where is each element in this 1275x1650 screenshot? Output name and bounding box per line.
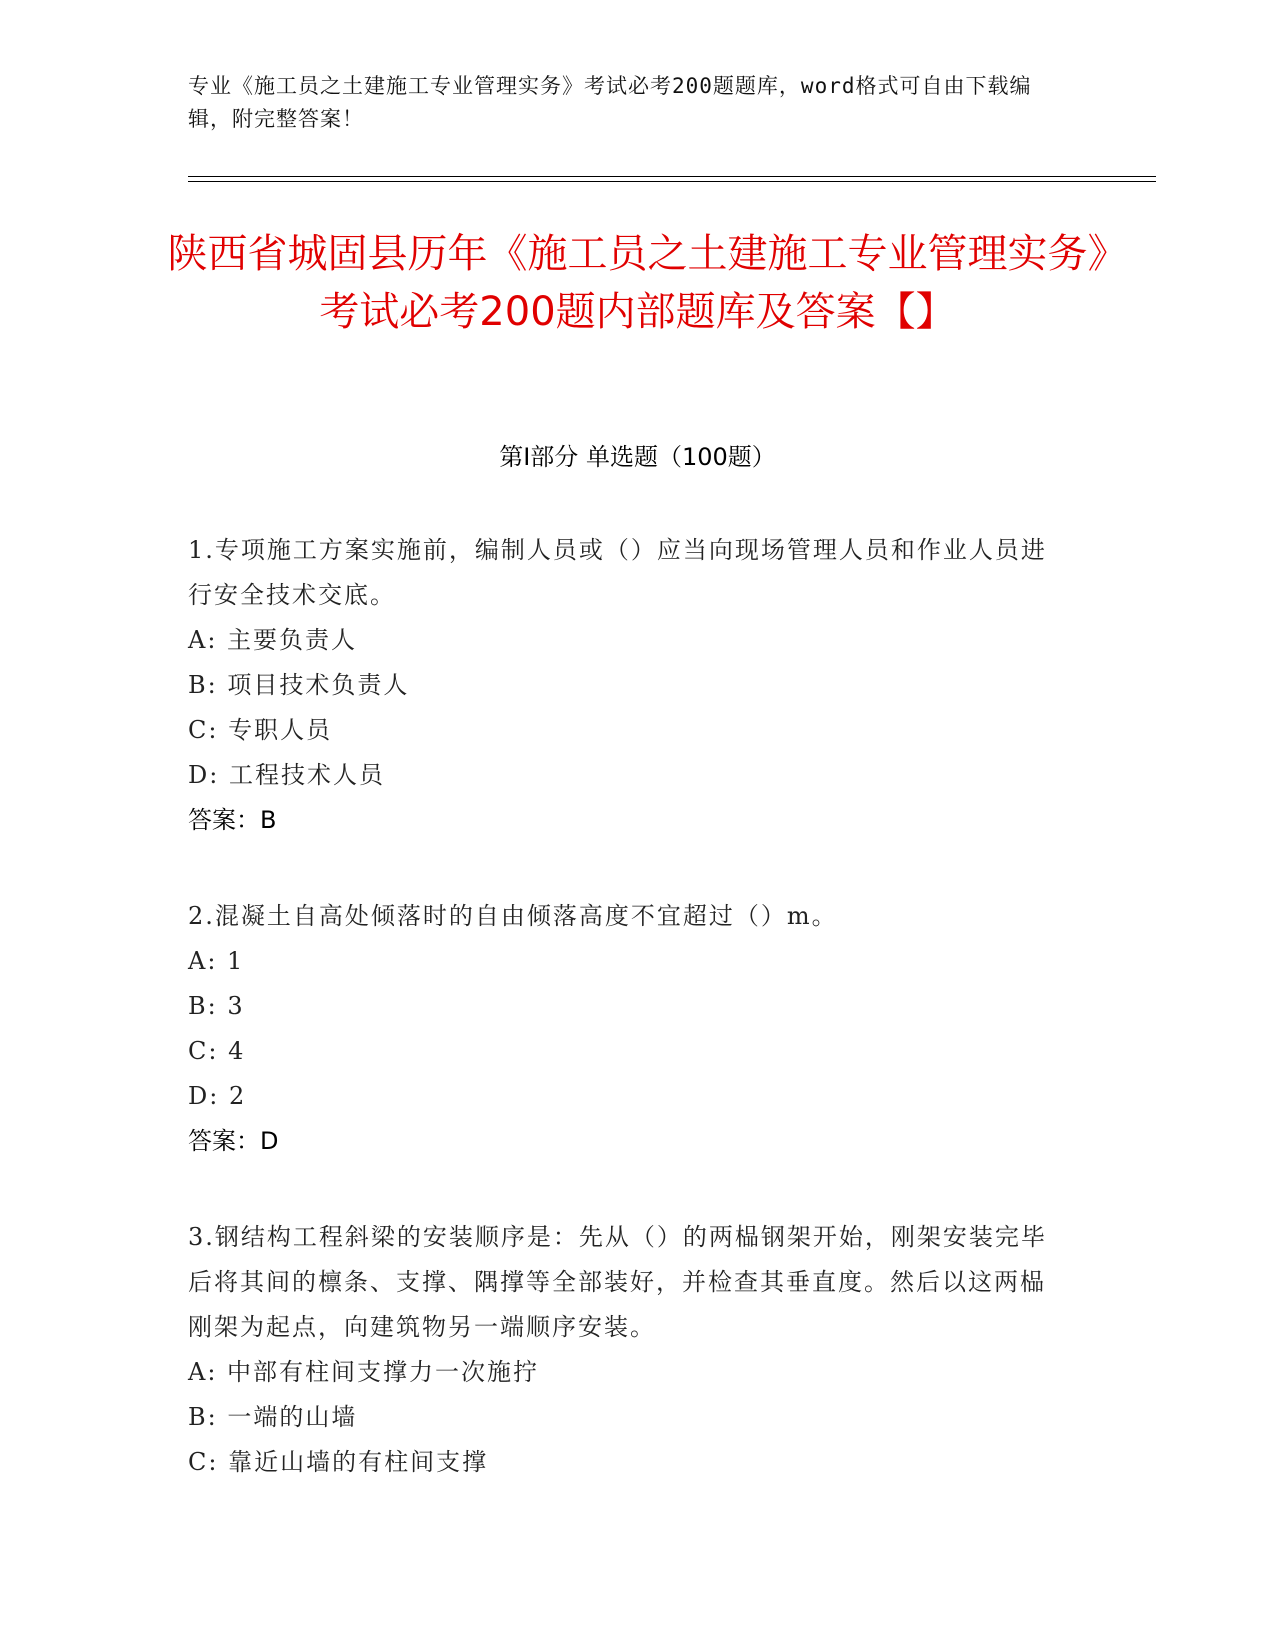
option-c: C: 4 bbox=[188, 1037, 246, 1065]
option-a: A: 1 bbox=[188, 947, 245, 975]
option-a: A: 主要负责人 bbox=[188, 626, 358, 654]
question-stem: 3.钢结构工程斜梁的安装顺序是：先从（）的两榀钢架开始，刚架安装完毕后将其间的檩条、支撑、隅撑等全部装好，并检查其垂直度。然后以这两榀刚架为起点，向建筑物另一端顺序安装。 bbox=[188, 1223, 1047, 1341]
question-3 bbox=[188, 1215, 1068, 1485]
answer-line: 答案：D bbox=[188, 1127, 279, 1155]
section-title: 第I部分 单选题（100题） bbox=[499, 443, 776, 471]
question-list bbox=[188, 528, 1068, 1536]
option-d: D: 2 bbox=[188, 1082, 247, 1110]
option-c: C: 专职人员 bbox=[188, 716, 333, 744]
option-a: A: 中部有柱间支撑力一次施拧 bbox=[188, 1358, 540, 1386]
header-divider-thin bbox=[188, 181, 1156, 182]
document-title: 陕西省城固县历年《施工员之土建施工专业管理实务》考试必考200题内部题库及答案【】 bbox=[167, 231, 1108, 335]
option-c: C: 靠近山墙的有柱间支撑 bbox=[188, 1448, 489, 1476]
option-d: D: 工程技术人员 bbox=[188, 761, 385, 789]
header-divider-thick bbox=[188, 176, 1156, 177]
answer-line: 答案：B bbox=[188, 806, 277, 834]
question-stem: 2.混凝土自高处倾落时的自由倾落高度不宜超过（）m。 bbox=[188, 902, 838, 930]
question-1 bbox=[188, 528, 1068, 843]
option-b: B: 项目技术负责人 bbox=[188, 671, 410, 699]
header-note: 专业《施工员之土建施工专业管理实务》考试必考200题题库，word格式可自由下载编辑，附完整答案！ bbox=[188, 74, 1032, 131]
question-stem: 1.专项施工方案实施前，编制人员或（）应当向现场管理人员和作业人员进行安全技术交底。 bbox=[188, 536, 1047, 609]
option-b: B: 3 bbox=[188, 992, 245, 1020]
option-b: B: 一端的山墙 bbox=[188, 1403, 358, 1431]
question-2 bbox=[188, 894, 1068, 1164]
